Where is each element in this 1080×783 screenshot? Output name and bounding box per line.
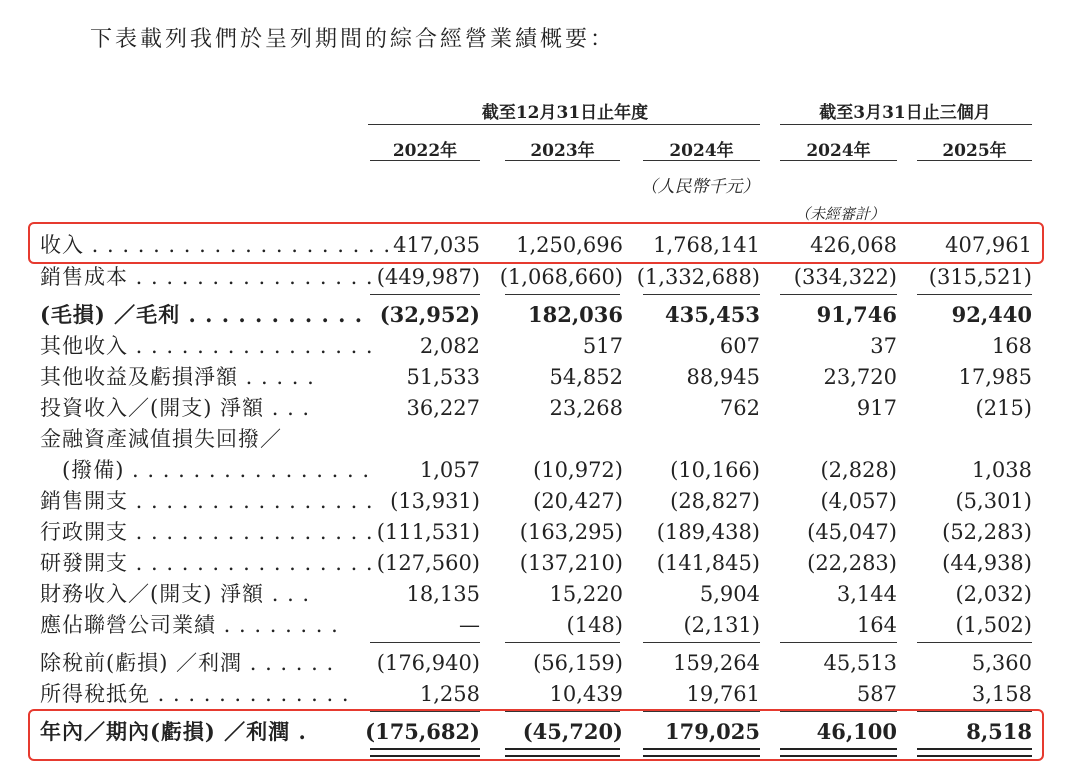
cell-2022: (176,940): [376, 651, 480, 675]
cell-2023: (1,068,660): [499, 265, 623, 289]
table-row: [40, 393, 1040, 423]
cell-2024: 159,264: [673, 651, 760, 675]
table-row: [40, 517, 1040, 547]
subtotal-rule: [643, 642, 760, 643]
cell-2024-q1: (22,283): [807, 551, 897, 575]
row-label: (毛損) ／毛利 . . . . . . . . . . .: [40, 302, 364, 327]
table-row: [40, 648, 1040, 678]
subtotal-rule: [505, 642, 620, 643]
cell-2024-q1: (334,322): [793, 265, 897, 289]
row-label: 行政開支 . . . . . . . . . . . . . . . .: [40, 520, 374, 544]
row-label: 投資收入／(開支) 淨額 . . .: [40, 396, 311, 420]
cell-2024-q1: (2,828): [820, 458, 897, 482]
table-row: [40, 424, 1040, 454]
revenue-highlight-box: [28, 222, 1044, 264]
row-label: 收入 . . . . . . . . . . . . . . . . . . . .: [40, 233, 392, 257]
cell-2023: (10,972): [533, 458, 623, 482]
cell-2025-q1: (5,301): [955, 489, 1032, 513]
column-header-2023: 2023年: [530, 141, 595, 161]
subtotal-rule: [780, 294, 897, 295]
column-rule-2023: [505, 160, 620, 161]
cell-2023: 10,439: [549, 682, 623, 706]
table-row: [40, 579, 1040, 609]
column-header-2025-q1: 2025年: [942, 141, 1007, 161]
cell-2024: (189,438): [656, 520, 760, 544]
cell-2023: (56,159): [533, 651, 623, 675]
cell-2024-q1: 917: [856, 396, 897, 420]
cell-2024: 5,904: [699, 582, 760, 606]
unaudited-note: （未經審計）: [794, 205, 885, 223]
cell-2024-q1: 37: [870, 334, 897, 358]
cell-2025-q1: (2,032): [955, 582, 1032, 606]
cell-2024-q1: 587: [856, 682, 897, 706]
cell-2023: 517: [582, 334, 623, 358]
subtotal-rule: [780, 642, 897, 643]
row-label: (撥備) . . . . . . . . . . . . . . . .: [62, 458, 370, 482]
annual-group-header: 截至12月31日止年度: [481, 103, 649, 123]
cell-2023: (163,295): [519, 520, 623, 544]
cell-2024: (2,131): [683, 613, 760, 637]
cell-2025-q1: 17,985: [958, 365, 1032, 389]
cell-2025-q1: (215): [975, 396, 1032, 420]
subtotal-rule: [370, 642, 480, 643]
cell-2024: 435,453: [665, 302, 760, 327]
cell-2023: (148): [566, 613, 623, 637]
cell-2024-q1: 23,720: [823, 365, 897, 389]
cell-2023: 182,036: [528, 302, 623, 327]
table-row: [40, 679, 1040, 709]
row-label: 金融資產減值損失回撥／: [40, 427, 282, 451]
cell-2024-q1: 3,144: [836, 582, 897, 606]
cell-2024: (141,845): [656, 551, 760, 575]
row-label: 其他收益及虧損淨額 . . . . .: [40, 365, 315, 389]
cell-2024-q1: 164: [856, 613, 897, 637]
cell-2024-q1: 46,100: [816, 719, 897, 744]
cell-2025-q1: (1,502): [955, 613, 1032, 637]
cell-2022: 36,227: [406, 396, 480, 420]
cell-2024: 19,761: [686, 682, 760, 706]
cell-2022: —: [459, 613, 480, 637]
intro-text: 下表載列我們於呈列期間的綜合經營業績概要：: [90, 27, 616, 52]
row-label: 年內／期內(虧損) ／利潤 .: [40, 719, 307, 744]
row-label: 所得稅抵免 . . . . . . . . . . . . .: [40, 682, 350, 706]
annual-group-rule: [368, 124, 760, 125]
cell-2025-q1: 168: [991, 334, 1032, 358]
table-row: [40, 300, 1040, 330]
row-label: 研發開支 . . . . . . . . . . . . . . . .: [40, 551, 374, 575]
cell-2024: (28,827): [670, 489, 760, 513]
cell-2025-q1: 3,158: [971, 682, 1032, 706]
cell-2022: (127,560): [376, 551, 480, 575]
cell-2025-q1: 8,518: [966, 719, 1032, 744]
cell-2024: 88,945: [686, 365, 760, 389]
column-header-2022: 2022年: [392, 141, 458, 161]
cell-2024-q1: 45,513: [823, 651, 897, 675]
row-label: 其他收入 . . . . . . . . . . . . . . . .: [40, 334, 374, 358]
cell-2025-q1: 1,038: [971, 458, 1032, 482]
subtotal-rule: [643, 294, 760, 295]
table-row: [40, 610, 1040, 640]
cell-2024-q1: (4,057): [820, 489, 897, 513]
cell-2024-q1: 426,068: [810, 233, 897, 257]
cell-2023: 54,852: [549, 365, 623, 389]
cell-2023: 23,268: [549, 396, 623, 420]
cell-2022: (111,531): [376, 520, 480, 544]
column-header-2024-annual: 2024年: [669, 141, 734, 161]
cell-2022: 1,258: [419, 682, 480, 706]
row-label: 銷售開支 . . . . . . . . . . . . . . . .: [40, 489, 374, 513]
subtotal-rule: [370, 294, 480, 295]
column-rule-2024-q1: [780, 160, 897, 161]
row-label: 應佔聯營公司業績 . . . . . . . .: [40, 613, 339, 637]
cell-2024: 762: [719, 396, 760, 420]
cell-2024: 179,025: [665, 719, 760, 744]
cell-2025-q1: 5,360: [971, 651, 1032, 675]
cell-2025-q1: (44,938): [942, 551, 1032, 575]
cell-2022: (175,682): [365, 719, 480, 744]
net-profit-highlight-box: [28, 709, 1044, 761]
cell-2022: (13,931): [390, 489, 480, 513]
cell-2024: 607: [719, 334, 760, 358]
unit-note: （人民幣千元）: [640, 177, 760, 197]
cell-2023: 1,250,696: [516, 233, 623, 257]
cell-2022: 18,135: [406, 582, 480, 606]
table-row: [40, 455, 1040, 485]
subtotal-rule: [917, 294, 1032, 295]
cell-2024-q1: 91,746: [816, 302, 897, 327]
cell-2024: 1,768,141: [653, 233, 760, 257]
quarter-group-header: 截至3月31日止三個月: [819, 103, 991, 123]
cell-2025-q1: 407,961: [945, 233, 1032, 257]
column-rule-2024-annual: [643, 160, 760, 161]
row-label: 除稅前(虧損) ／利潤 . . . . . .: [40, 651, 335, 675]
cell-2023: (20,427): [533, 489, 623, 513]
cell-2024: (1,332,688): [636, 265, 760, 289]
cell-2023: 15,220: [549, 582, 623, 606]
cell-2022: 417,035: [393, 233, 480, 257]
subtotal-rule: [917, 642, 1032, 643]
subtotal-rule: [505, 294, 620, 295]
column-rule-2022: [370, 160, 480, 161]
cell-2024-q1: (45,047): [807, 520, 897, 544]
quarter-group-rule: [780, 124, 1032, 125]
cell-2023: (137,210): [519, 551, 623, 575]
cell-2025-q1: (52,283): [942, 520, 1032, 544]
row-label: 銷售成本 . . . . . . . . . . . . . . . .: [40, 265, 374, 289]
column-header-2024-q1: 2024年: [806, 141, 871, 161]
table-row: [40, 262, 1040, 292]
table-row: [40, 362, 1040, 392]
cell-2022: (32,952): [379, 302, 480, 327]
cell-2024: (10,166): [670, 458, 760, 482]
column-rule-2025-q1: [917, 160, 1032, 161]
cell-2022: 2,082: [419, 334, 480, 358]
row-label: 財務收入／(開支) 淨額 . . .: [40, 582, 311, 606]
cell-2022: 51,533: [406, 365, 480, 389]
cell-2022: (449,987): [376, 265, 480, 289]
table-row: [40, 486, 1040, 516]
cell-2025-q1: (315,521): [928, 265, 1032, 289]
cell-2023: (45,720): [522, 719, 623, 744]
table-row: [40, 331, 1040, 361]
cell-2025-q1: 92,440: [951, 302, 1032, 327]
table-row: [40, 548, 1040, 578]
cell-2022: 1,057: [419, 458, 480, 482]
